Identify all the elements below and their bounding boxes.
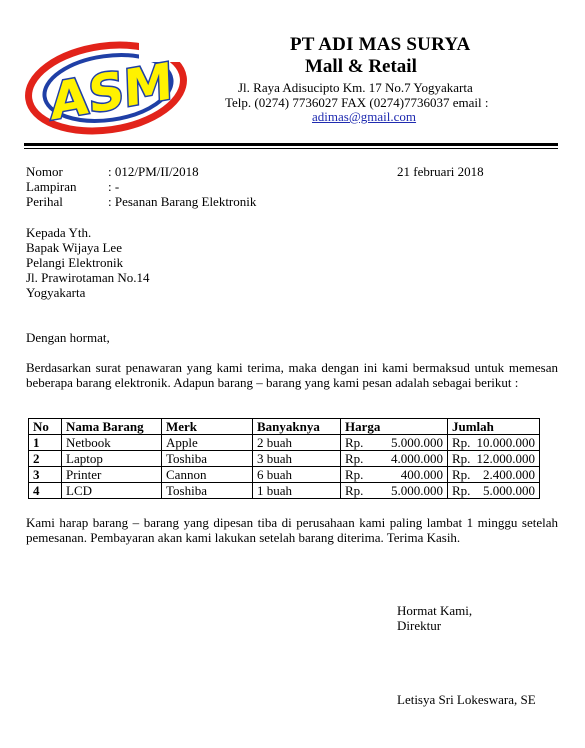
perihal-label: Perihal: [26, 194, 63, 209]
column-header: Banyaknya: [253, 419, 341, 435]
currency-label: Rp.: [452, 467, 471, 482]
cell-merk: Toshiba: [162, 483, 253, 499]
signature-name: Letisya Sri Lokeswara, SE: [397, 692, 536, 707]
lampiran-label: Lampiran: [26, 179, 77, 194]
recipient-city: Yogyakarta: [26, 285, 86, 300]
column-header: Jumlah: [448, 419, 540, 435]
logo-text: ASM: [49, 50, 174, 132]
recipient-line: Kepada Yth.: [26, 225, 92, 240]
recipient-company: Pelangi Elektronik: [26, 255, 124, 270]
company-tagline: Mall & Retail: [305, 56, 417, 77]
cell-merk: Apple: [162, 435, 253, 451]
cell-banyaknya: 6 buah: [253, 467, 341, 483]
cell-nama-barang: LCD: [62, 483, 162, 499]
company-address: Jl. Raya Adisucipto Km. 17 No.7 Yogyakarta: [238, 80, 473, 95]
company-logo: [24, 36, 194, 136]
cell-banyaknya: 3 buah: [253, 451, 341, 467]
jumlah-value: 10.000.000: [476, 435, 535, 450]
salutation: Dengan hormat,: [26, 330, 110, 345]
cell-harga: [341, 451, 448, 467]
currency-label: Rp.: [345, 451, 364, 466]
cell-no: 2: [29, 451, 62, 467]
table-row: [29, 483, 540, 499]
column-header: Nama Barang: [62, 419, 162, 435]
letter-date: 21 februari 2018: [397, 164, 484, 179]
cell-jumlah: [448, 467, 540, 483]
body-closing: Kami harap barang – barang yang dipesan tiba di perusahaan kami paling lambat 1 minggu setelah pemesanan. Pembayaran akan kami lakukan setelah barang diterima. Terima Kasih.: [26, 515, 558, 545]
table-row: [29, 467, 540, 483]
currency-label: Rp.: [452, 435, 471, 450]
nomor-label: Nomor: [26, 164, 63, 179]
letterhead-rule-thin: [24, 148, 558, 149]
cell-nama-barang: Netbook: [62, 435, 162, 451]
cell-nama-barang: Laptop: [62, 451, 162, 467]
currency-label: Rp.: [345, 435, 364, 450]
recipient-name: Bapak Wijaya Lee: [26, 240, 122, 255]
column-header: No: [29, 419, 62, 435]
company-email-link[interactable]: adimas@gmail.com: [312, 109, 417, 124]
company-contact: Telp. (0274) 7736027 FAX (0274)7736037 email :: [225, 95, 489, 110]
column-header: Harga: [341, 419, 448, 435]
harga-value: 5.000.000: [391, 483, 443, 498]
cell-banyaknya: 2 buah: [253, 435, 341, 451]
recipient-street: Jl. Prawirotaman No.14: [26, 270, 150, 285]
cell-no: 4: [29, 483, 62, 499]
cell-merk: Cannon: [162, 467, 253, 483]
cell-no: 3: [29, 467, 62, 483]
jumlah-value: 2.400.000: [483, 467, 535, 482]
table-row: [29, 435, 540, 451]
cell-jumlah: [448, 451, 540, 467]
order-table: [28, 418, 540, 499]
cell-merk: Toshiba: [162, 451, 253, 467]
currency-label: Rp.: [345, 467, 364, 482]
cell-no: 1: [29, 435, 62, 451]
letterhead-rule: [24, 143, 558, 146]
body-intro: Berdasarkan surat penawaran yang kami terima, maka dengan ini kami bermaksud untuk memesan beberapa barang elektronik. Adapun barang – barang yang kami pesan adalah sebagai berikut :: [26, 360, 558, 390]
currency-label: Rp.: [345, 483, 364, 498]
cell-harga: [341, 483, 448, 499]
signature-title: Direktur: [397, 618, 442, 633]
jumlah-value: 12.000.000: [476, 451, 535, 466]
signature-closing: Hormat Kami,: [397, 603, 473, 618]
harga-value: 400.000: [400, 467, 443, 482]
cell-harga: [341, 467, 448, 483]
lampiran-value: : -: [108, 179, 120, 194]
currency-label: Rp.: [452, 483, 471, 498]
cell-jumlah: [448, 483, 540, 499]
column-header: Merk: [162, 419, 253, 435]
cell-jumlah: [448, 435, 540, 451]
harga-value: 4.000.000: [391, 451, 443, 466]
cell-harga: [341, 435, 448, 451]
cell-banyaknya: 1 buah: [253, 483, 341, 499]
currency-label: Rp.: [452, 451, 471, 466]
table-header-row: [29, 419, 540, 435]
perihal-value: : Pesanan Barang Elektronik: [108, 194, 257, 209]
cell-nama-barang: Printer: [62, 467, 162, 483]
harga-value: 5.000.000: [391, 435, 443, 450]
company-name: PT ADI MAS SURYA: [290, 34, 471, 55]
table-row: [29, 451, 540, 467]
nomor-value: : 012/PM/II/2018: [108, 164, 199, 179]
jumlah-value: 5.000.000: [483, 483, 535, 498]
